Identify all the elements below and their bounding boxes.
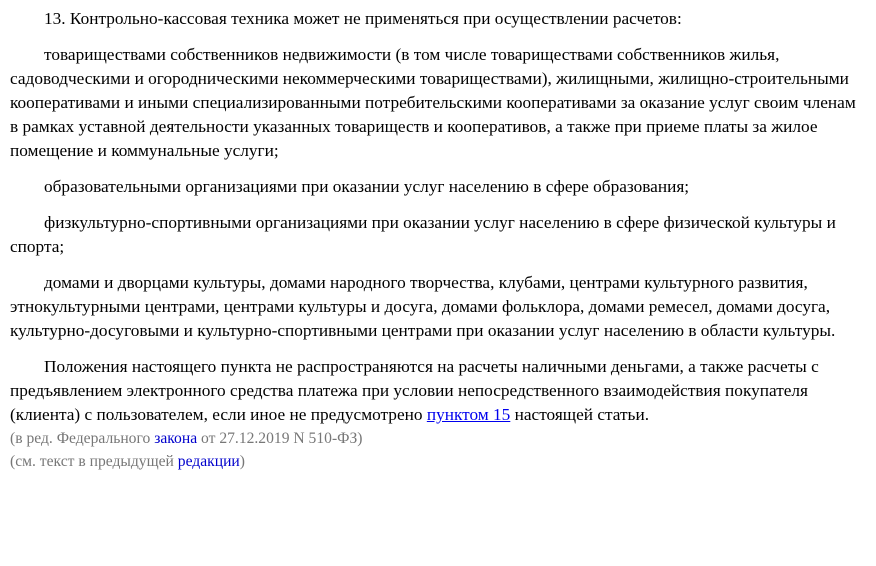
edition-note-prefix: (в ред. Федерального [10,430,155,447]
law-link[interactable]: закона [154,430,198,447]
previous-edition-note [10,450,866,473]
previous-note-suffix: ) [239,453,245,470]
previous-edition-link[interactable]: редакции [177,453,240,470]
article-heading: 13. Контрольно-кассовая техника может не применяться при осуществлении расчетов: [44,9,682,28]
final-paragraph [10,355,866,427]
final-text-before: Положения настоящего пункта не распространяются на расчеты наличными деньгами, а также расчеты с предъявлением электронного средства платежа при условии непосредственного взаимодействия покупателя (клиента) с пользователем, если иное не предусмотрено [10,357,819,424]
list-item-sport: физкультурно-спортивными организациями при оказании услуг населению в сфере физической культуры и спорта; [10,213,836,256]
final-text-after: настоящей статьи. [510,405,650,424]
list-item-culture: домами и дворцами культуры, домами народного творчества, клубами, центрами культурного развития, этнокультурными центрами, центрами культуры и досуга, домами фольклора, домами ремесел, домами досуга, культурно-досуговыми и культурно-спортивными центрами при оказании услуг населению в области культуры. [10,273,836,340]
previous-note-prefix: (см. текст в предыдущей [10,453,178,470]
edition-note-suffix: от 27.12.2019 N 510-ФЗ) [197,430,363,447]
list-item-hoa: товариществами собственников недвижимости (в том числе товариществами собственников жилья, садоводческими и огородническими некоммерческими товариществами), жилищными, жилищно-строительными кооперативами и иными специализированными потребительскими кооперативами за оказание услуг своим членам в рамках уставной деятельности указанных товариществ и кооперативов, а также при приеме платы за жилое помещение и коммунальные услуги; [10,45,856,160]
edition-note [10,427,866,450]
list-item-education: образовательными организациями при оказании услуг населению в сфере образования; [44,177,690,196]
link-clause-15[interactable]: пунктом 15 [426,405,511,424]
